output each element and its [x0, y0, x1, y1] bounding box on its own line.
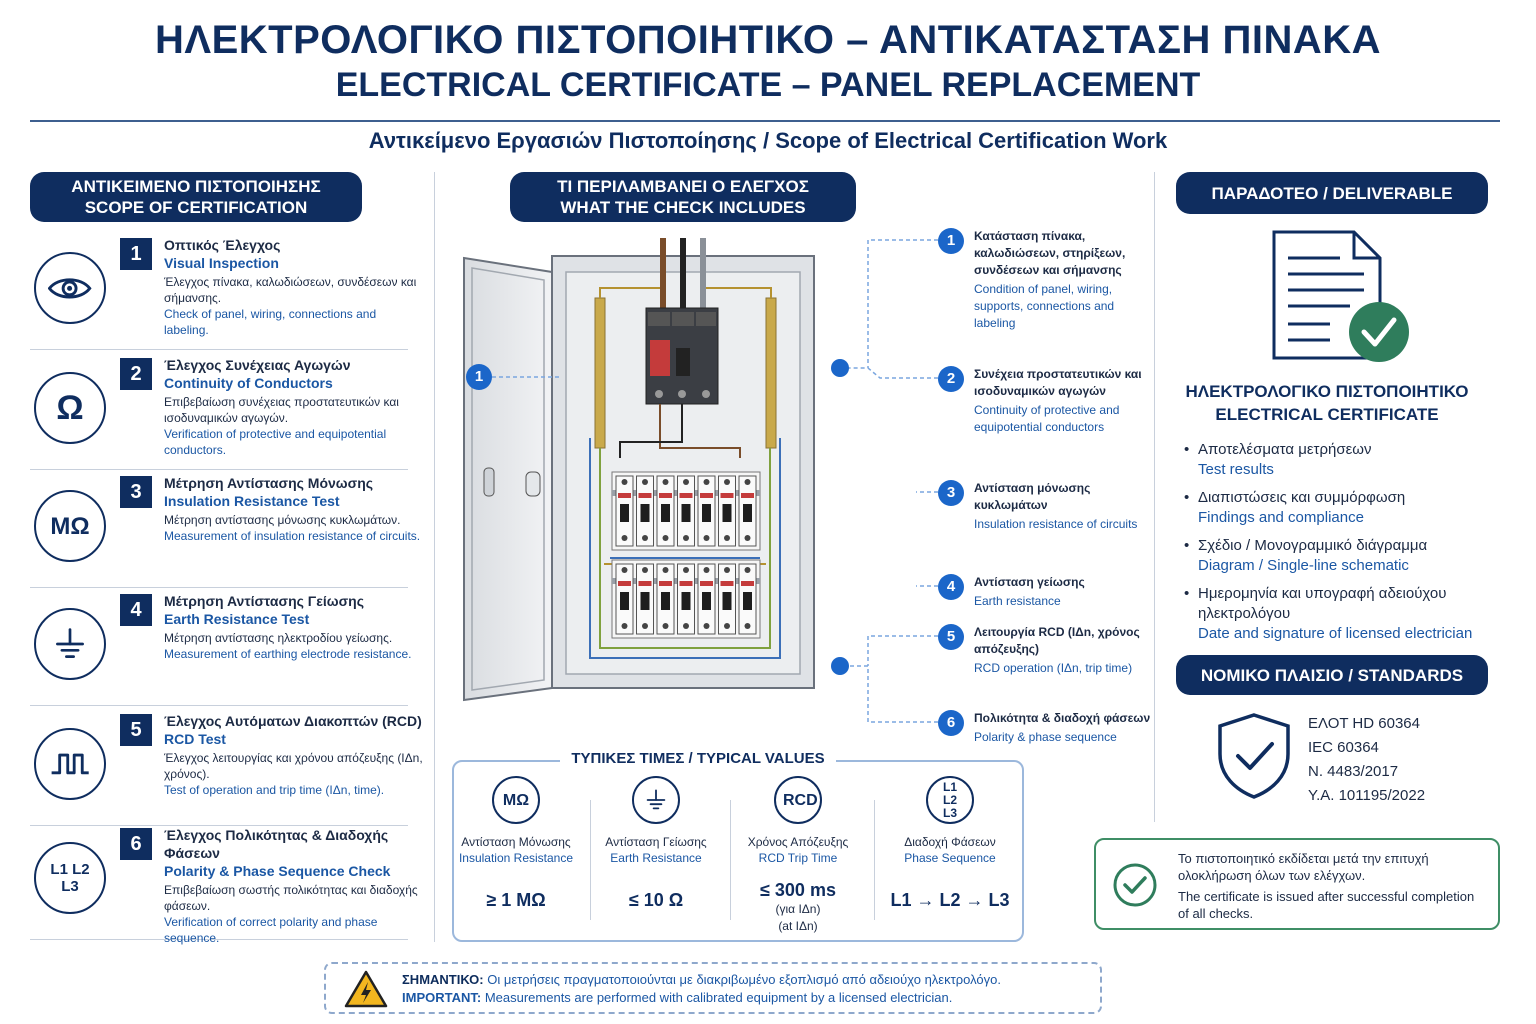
- typical-values-title: ΤΥΠΙΚΕΣ ΤΙΜΕΣ / TYPICAL VALUES: [560, 750, 836, 767]
- scope-item: [30, 708, 423, 826]
- scope-title-en: Earth Resistance Test: [164, 611, 310, 627]
- final-note-box: [1094, 838, 1500, 930]
- typical-label-en: Phase Sequence: [904, 851, 996, 865]
- earth-terminal-bar: [595, 298, 605, 448]
- scope-title-gr: Έλεγχος Συνέχειας Αγωγών: [164, 357, 351, 373]
- circuit-breaker: [698, 476, 715, 546]
- callout-text-gr: Αντίσταση γείωσης: [974, 575, 1085, 589]
- typical-value: L1 → L2 → L3: [890, 890, 1010, 910]
- scope-desc-en: Verification of correct polarity and phase sequence.: [164, 915, 378, 945]
- scope-title-gr: Έλεγχος Πολικότητας & Διαδοχής Φάσεων: [164, 827, 389, 861]
- scope-header: [30, 172, 362, 222]
- scope-desc-en: Measurement of insulation resistance of circuits.: [164, 529, 421, 543]
- scope-item: [30, 588, 412, 706]
- scope-title-gr: Μέτρηση Αντίστασης Μόνωσης: [164, 475, 374, 491]
- important-label-gr: ΣΗΜΑΝΤΙΚΟ:: [402, 972, 484, 987]
- check-header: [510, 172, 856, 222]
- typical-label-gr: Αντίσταση Γείωσης: [605, 835, 707, 849]
- circuit-breaker: [637, 564, 654, 634]
- typical-label-en: Earth Resistance: [610, 851, 702, 865]
- deliverable-item-en: Date and signature of licensed electrician: [1198, 625, 1473, 642]
- callout-number: 5: [938, 624, 964, 650]
- eye-icon: [34, 252, 106, 324]
- standard-item: Y.A. 101195/2022: [1308, 787, 1426, 804]
- typical-label-gr: Χρόνος Απόζευξης: [747, 835, 849, 849]
- deliverable-item: [1184, 488, 1504, 528]
- callout-leader-lines: [820, 230, 940, 730]
- typical-note-en: (at IΔn): [778, 919, 818, 933]
- scope-desc-gr: Μέτρηση αντίστασης ηλεκτροδίου γείωσης.: [164, 631, 393, 645]
- important-label-en: IMPORTANT:: [402, 990, 482, 1005]
- typical-value-item: [446, 776, 586, 911]
- circuit-breaker: [616, 476, 633, 546]
- ohm-icon: Ω: [34, 372, 106, 444]
- circuit-breaker: [657, 476, 674, 546]
- circuit-breaker: [719, 564, 736, 634]
- final-note-gr: Το πιστοποιητικό εκδίδεται μετά την επιτυχή ολοκλήρωση όλων των ελέγχων.: [1178, 851, 1429, 883]
- marker-leader-line: [492, 375, 562, 379]
- circuit-breaker: [719, 476, 736, 546]
- probe-point-icon: [831, 359, 849, 377]
- scope-header-gr: ΑΝΤΙΚΕΙΜΕΝΟ ΠΙΣΤΟΠΟΙΗΣΗΣ: [71, 177, 321, 196]
- page-title-greek: ΗΛΕΚΤΡΟΛΟΓΙΚΟ ΠΙΣΤΟΠΟΙΗΤΙΚΟ – ΑΝΤΙΚΑΤΑΣΤΑΣΗ ΠΙΝΑΚΑ: [155, 18, 1381, 62]
- probe-point-icon: [831, 657, 849, 675]
- standards-header: [1176, 655, 1488, 695]
- scope-title-en: Continuity of Conductors: [164, 375, 333, 391]
- typical-value: ≤ 10 Ω: [628, 890, 684, 910]
- scope-header-en: SCOPE OF CERTIFICATION: [84, 198, 308, 217]
- deliverable-list: [1184, 440, 1504, 652]
- callout-text-en: Insulation resistance of circuits: [974, 517, 1138, 531]
- earth-icon: [34, 608, 106, 680]
- page-title-english: ELECTRICAL CERTIFICATE – PANEL REPLACEMENT: [335, 66, 1201, 104]
- scope-item: [30, 822, 418, 945]
- callout-text-gr: Πολικότητα & διαδοχή φάσεων: [974, 711, 1151, 725]
- deliverable-item: [1184, 584, 1504, 644]
- phase-icon: L1 L2 L3: [34, 842, 106, 914]
- circuit-breaker: [739, 476, 756, 546]
- column-divider-left: [434, 172, 435, 942]
- deliverable-item-en: Test results: [1198, 461, 1274, 478]
- check-circle-icon: [1112, 862, 1158, 908]
- deliverable-header: [1176, 172, 1488, 214]
- tv-separator: [730, 800, 731, 920]
- scope-desc-gr: Επιβεβαίωση σωστής πολικότητας και διαδοχής φάσεων.: [164, 883, 418, 913]
- typical-value: ≤ 300 ms: [760, 880, 836, 900]
- circuit-breaker: [657, 564, 674, 634]
- callout-number: 6: [938, 710, 964, 736]
- standard-item: N. 4483/2017: [1308, 763, 1399, 780]
- scope-number: 6: [120, 828, 152, 860]
- deliverable-item-gr: • Διαπιστώσεις και συμμόρφωση: [1198, 489, 1406, 506]
- standards-header-label: ΝΟΜΙΚΟ ΠΛΑΙΣΙΟ / STANDARDS: [1200, 665, 1464, 685]
- panel-marker: 1: [466, 364, 492, 390]
- deliverable-item-gr: • Αποτελέσματα μετρήσεων: [1198, 441, 1372, 458]
- check-header-gr: ΤΙ ΠΕΡΙΛΑΜΒΑΝΕΙ Ο ΕΛΕΓΧΟΣ: [557, 177, 809, 196]
- circuit-breaker: [616, 564, 633, 634]
- scope-title-en: Visual Inspection: [164, 255, 279, 271]
- rcd-icon: RCD: [774, 776, 822, 824]
- warning-icon: [344, 970, 388, 1008]
- callout-number: 1: [938, 228, 964, 254]
- circuit-breaker: [678, 564, 695, 634]
- important-text-en: Measurements are performed with calibrated equipment by a licensed electrician.: [484, 990, 953, 1005]
- callout-text-en: RCD operation (IΔn, trip time): [974, 661, 1133, 675]
- callout-text-en: Earth resistance: [974, 594, 1061, 608]
- typical-value: ≥ 1 MΩ: [486, 890, 546, 910]
- header-divider: [30, 120, 1500, 122]
- scope-title-en: RCD Test: [164, 731, 226, 747]
- phase-icon: L1 L2 L3: [926, 776, 974, 824]
- certificate-document-icon: [1270, 228, 1420, 368]
- deliverable-header-label: ΠΑΡΑΔΟΤΕΟ / DELIVERABLE: [1211, 183, 1453, 203]
- scope-title-en: Polarity & Phase Sequence Check: [164, 863, 391, 879]
- callout-text-en: Continuity of protective and equipotential conductors: [974, 403, 1120, 434]
- typical-label-gr: Αντίσταση Μόνωσης: [461, 835, 571, 849]
- door-handle-icon: [484, 468, 494, 496]
- certificate-title-gr: ΗΛΕΚΤΡΟΛΟΓΙΚΟ ΠΙΣΤΟΠΟΙΗΤΙΚΟ: [1185, 382, 1469, 401]
- callout-text-en: Polarity & phase sequence: [974, 730, 1117, 744]
- hinge-icon: [526, 472, 540, 496]
- callout-text-gr: Κατάσταση πίνακα, καλωδιώσεων, στηρίξεων, συνδέσεων και σήμανσης: [974, 229, 1126, 277]
- typical-label-en: RCD Trip Time: [758, 851, 838, 865]
- typical-value-item: [586, 776, 726, 911]
- deliverable-item-gr: • Ημερομηνία και υπογραφή αδειούχου ηλεκτρολόγου: [1198, 585, 1447, 622]
- certificate-title: [1166, 380, 1488, 426]
- important-text-gr: Οι μετρήσεις πραγματοποιούνται με διακριβωμένο εξοπλισμό από αδειούχο ηλεκτρολόγο.: [487, 972, 1001, 987]
- scope-desc-en: Check of panel, wiring, connections and labeling.: [164, 307, 377, 337]
- scope-desc-en: Verification of protective and equipotential conductors.: [164, 427, 387, 457]
- standard-item: ΕΛΟΤ HD 60364: [1308, 715, 1420, 732]
- scope-desc-en: Test of operation and trip time (IΔn, time).: [164, 783, 385, 797]
- scope-desc-gr: Επιβεβαίωση συνέχειας προστατευτικών και ισοδυναμικών αγωγών.: [164, 395, 399, 425]
- scope-desc-gr: Μέτρηση αντίστασης μόνωσης κυκλωμάτων.: [164, 513, 401, 527]
- deliverable-item: [1184, 536, 1504, 576]
- deliverable-item-en: Diagram / Single-line schematic: [1198, 557, 1409, 574]
- scope-number: 1: [120, 238, 152, 270]
- deliverable-item: [1184, 440, 1504, 480]
- scope-number: 2: [120, 358, 152, 390]
- scope-title-en: Insulation Resistance Test: [164, 493, 340, 509]
- scope-desc-gr: Έλεγχος πίνακα, καλωδιώσεων, συνδέσεων και σήμανσης.: [164, 275, 417, 305]
- earth-icon: [632, 776, 680, 824]
- standards-list: [1308, 712, 1425, 808]
- typical-label-gr: Διαδοχή Φάσεων: [904, 835, 996, 849]
- callout-text-gr: Λειτουργία RCD (IΔn, χρόνος απόζευξης): [974, 625, 1140, 656]
- scope-title-gr: Μέτρηση Αντίστασης Γείωσης: [164, 593, 364, 609]
- scope-number: 4: [120, 594, 152, 626]
- scope-title-gr: Έλεγχος Αυτόματων Διακοπτών (RCD): [164, 713, 422, 729]
- callout-number: 3: [938, 480, 964, 506]
- circuit-breaker: [698, 564, 715, 634]
- main-switch: [646, 308, 718, 404]
- callout-number: 4: [938, 574, 964, 600]
- scope-title-gr: Οπτικός Έλεγχος: [164, 237, 281, 253]
- callout-number: 2: [938, 366, 964, 392]
- scope-number: 3: [120, 476, 152, 508]
- scope-item: [30, 470, 421, 588]
- page-subtitle: Αντικείμενο Εργασιών Πιστοποίησης / Scope of Electrical Certification Work: [368, 128, 1168, 153]
- scope-desc-en: Measurement of earthing electrode resistance.: [164, 647, 412, 661]
- typical-note-gr: (για IΔn): [775, 902, 821, 916]
- scope-item: [30, 232, 417, 350]
- typical-label-en: Insulation Resistance: [458, 851, 574, 865]
- check-header-en: WHAT THE CHECK INCLUDES: [560, 198, 806, 217]
- tv-separator: [874, 800, 875, 920]
- tv-separator: [590, 800, 591, 920]
- pulse-icon: [34, 728, 106, 800]
- deliverable-item-gr: • Σχέδιο / Μονογραμμικό διάγραμμα: [1198, 537, 1428, 554]
- scope-desc-gr: Έλεγχος λειτουργίας και χρόνου απόζευξης (IΔn, χρόνος).: [164, 751, 423, 781]
- callout-text-gr: Συνέχεια προστατευτικών και ισοδυναμικών αγωγών: [974, 367, 1142, 398]
- final-note-en: The certificate is issued after successful completion of all checks.: [1178, 889, 1475, 921]
- circuit-breaker: [739, 564, 756, 634]
- column-divider-right: [1154, 172, 1155, 822]
- callout-text-en: Condition of panel, wiring, supports, connections and labeling: [974, 282, 1115, 330]
- shield-check-icon: [1216, 712, 1292, 800]
- deliverable-item-en: Findings and compliance: [1198, 509, 1364, 526]
- typical-value-item: [728, 776, 868, 935]
- megaohm-icon: MΩ: [34, 490, 106, 562]
- scope-item: [30, 352, 408, 470]
- megaohm-icon: MΩ: [492, 776, 540, 824]
- scope-number: 5: [120, 714, 152, 746]
- circuit-breaker: [637, 476, 654, 546]
- circuit-breaker: [678, 476, 695, 546]
- neutral-terminal-bar: [766, 298, 776, 448]
- callout-text-gr: Αντίσταση μόνωσης κυκλωμάτων: [974, 481, 1091, 512]
- typical-value-item: [880, 776, 1020, 911]
- standard-item: IEC 60364: [1308, 739, 1379, 756]
- certificate-title-en: ELECTRICAL CERTIFICATE: [1215, 405, 1439, 424]
- important-note-box: [324, 962, 1102, 1014]
